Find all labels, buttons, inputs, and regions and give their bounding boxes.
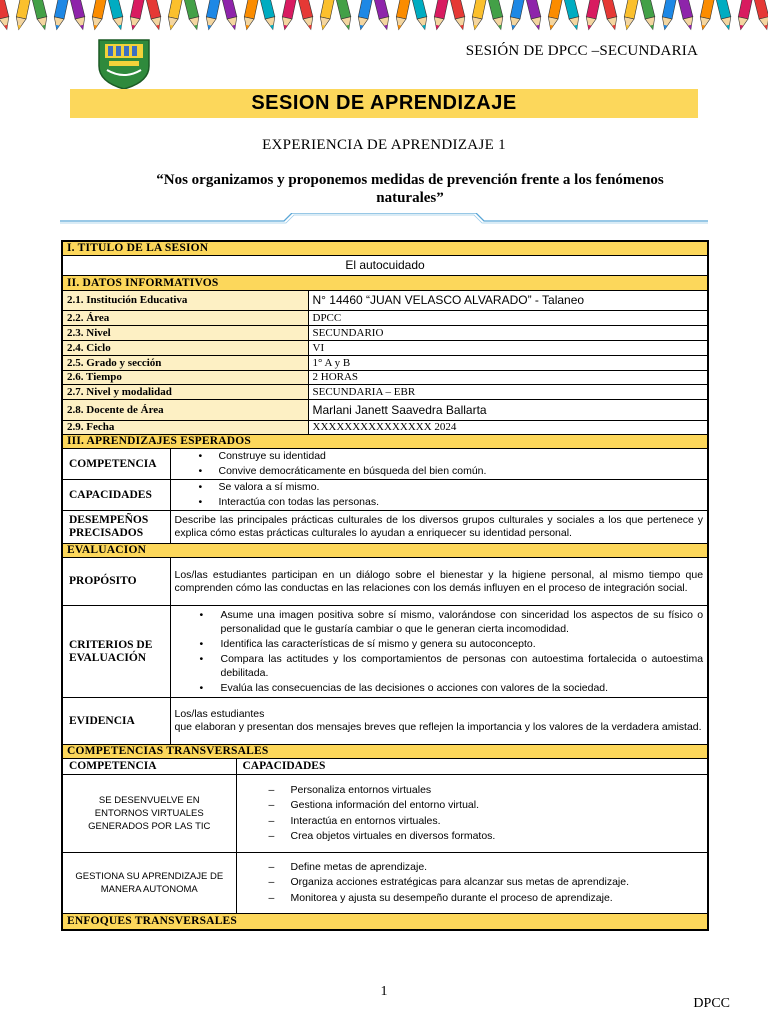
info-value: DPCC [308,311,708,326]
transv-competencia: GESTIONA SU APRENDIZAJE DE MANERA AUTONOMA [62,853,236,914]
section-enfoques-heading: ENFOQUES TRANSVERSALES [62,914,708,930]
list-item: – Monitorea y ajusta su desempeño durante el proceso de aprendizaje. [241,891,704,906]
desempenos-label-line2: PRECISADOS [69,527,144,539]
transv-row [62,853,708,914]
info-value: Marlani Janett Saavedra Ballarta [308,400,708,421]
info-label: 2.3. Nivel [62,326,308,341]
list-item: • Se valora a sí mismo. [175,480,704,495]
info-row [62,341,708,356]
info-row [62,291,708,311]
section-info-heading: II. DATOS INFORMATIVOS [62,276,708,291]
info-row [62,356,708,371]
page-number: 1 [380,984,388,999]
info-row [62,326,708,341]
list-item: – Gestiona información del entorno virtual. [241,798,704,813]
info-label: 2.5. Grado y sección [62,356,308,371]
list-item: • Construye su identidad [175,449,704,464]
list-item: • Evalúa las consecuencias de las decisiones o acciones con valores de la sociedad. [175,681,704,696]
footer-subject-label: DPCC [693,996,730,1011]
evidencia-label: EVIDENCIA [62,698,170,745]
proposito-label: PROPÓSITO [62,558,170,606]
list-item: • Convive democráticamente en búsqueda del bien común. [175,464,704,479]
capacidades-label: CAPACIDADES [62,480,170,511]
page-title: SESION DE APRENDIZAJE [251,92,517,114]
pencil-border-decoration [0,0,768,38]
criterios-label [62,606,170,698]
info-label: 2.8. Docente de Área [62,400,308,421]
desempenos-label [62,511,170,544]
proposito-text: Los/las estudiantes participan en un diálogo sobre el bienestar y la higiene personal, al mismo tiempo que comprenden cómo las conductas en las relaciones con los demás influyen en el proceso de integración social. [170,558,708,606]
section-title-heading: I. TITULO DE LA SESION [62,241,708,256]
section-evaluation-heading: EVALUACION [62,544,708,558]
session-table [61,240,709,931]
header-subject-label: SESIÓN DE DPCC –SECUNDARIA [465,43,698,59]
evidencia-line1: Los/las estudiantes [174,708,265,720]
evidencia-text: que elaboran y presentan dos mensajes breves que reflejen la importancia y los valores de la verdadera amistad. [174,721,702,733]
info-label: 2.4. Ciclo [62,341,308,356]
list-item: – Interactúa en entornos virtuales. [241,814,704,829]
desempenos-text: Describe las principales prácticas culturales de los diversos grupos culturales y sociales a los que pertenece y explica cómo estas prácticas culturales lo ayudan a enriquecer su identidad personal. [170,511,708,544]
title-band [70,89,698,118]
info-label: 2.7. Nivel y modalidad [62,385,308,400]
list-item: – Crea objetos virtuales en diversos formatos. [241,829,704,844]
info-row [62,400,708,421]
info-label: 2.1. Institución Educativa [62,291,308,311]
info-label: 2.6. Tiempo [62,371,308,385]
info-row [62,371,708,385]
transv-col-competencia: COMPETENCIA [62,759,236,775]
transv-col-capacidades: CAPACIDADES [236,759,708,775]
criterios-label-line2: EVALUACIÓN [69,651,147,664]
evidencia-cell [170,698,708,745]
desempenos-label-line1: DESEMPEÑOS [69,514,149,526]
info-row [62,421,708,435]
school-crest-logo [93,36,155,90]
info-row [62,385,708,400]
section-learning-heading: III. APRENDIZAJES ESPERADOS [62,435,708,449]
list-item: • Identifica las características de sí mismo y genera su autoconcepto. [175,637,704,652]
experience-heading: EXPERIENCIA DE APRENDIZAJE 1 [262,137,506,153]
info-value: SECUNDARIA – EBR [308,385,708,400]
list-item: – Define metas de aprendizaje. [241,860,704,875]
info-value: VI [308,341,708,356]
section-transversal-heading: COMPETENCIAS TRANSVERSALES [62,745,708,759]
experience-quote: “Nos organizamos y proponemos medidas de prevención frente a los fenómenos naturales” [156,172,664,206]
criterios-list [175,608,704,696]
transv-capacidades-list [241,860,704,906]
info-label: 2.2. Área [62,311,308,326]
transv-row [62,775,708,853]
criterios-label-line1: CRITERIOS DE [69,638,153,651]
transv-competencia: SE DESENVUELVE EN ENTORNOS VIRTUALES GENERADOS POR LAS TIC [62,775,236,853]
section-divider [60,213,708,229]
info-value: 1° A y B [308,356,708,371]
list-item: – Organiza acciones estratégicas para alcanzar sus metas de aprendizaje. [241,875,704,890]
info-row [62,311,708,326]
list-item: • Asume una imagen positiva sobre sí mismo, valorándose con sinceridad los aspectos de su físico o personalidad que le gustaría cambiar o que le generan cierta incomodidad. [175,608,704,637]
list-item: – Personaliza entornos virtuales [241,783,704,798]
info-label: 2.9. Fecha [62,421,308,435]
info-value: N° 14460 “JUAN VELASCO ALVARADO” - Talaneo [308,291,708,311]
info-value: 2 HORAS [308,371,708,385]
list-item: • Interactúa con todas las personas. [175,495,704,510]
info-value: SECUNDARIO [308,326,708,341]
list-item: • Compara las actitudes y los comportamientos de personas con autoestima fortalecida o autoestima debilitada. [175,652,704,681]
transv-capacidades-list [241,783,704,845]
capacidades-list [175,480,704,510]
session-title: El autocuidado [62,256,708,276]
competencia-list [175,449,704,479]
competencia-label: COMPETENCIA [62,449,170,480]
info-value: XXXXXXXXXXXXXXX 2024 [308,421,708,435]
